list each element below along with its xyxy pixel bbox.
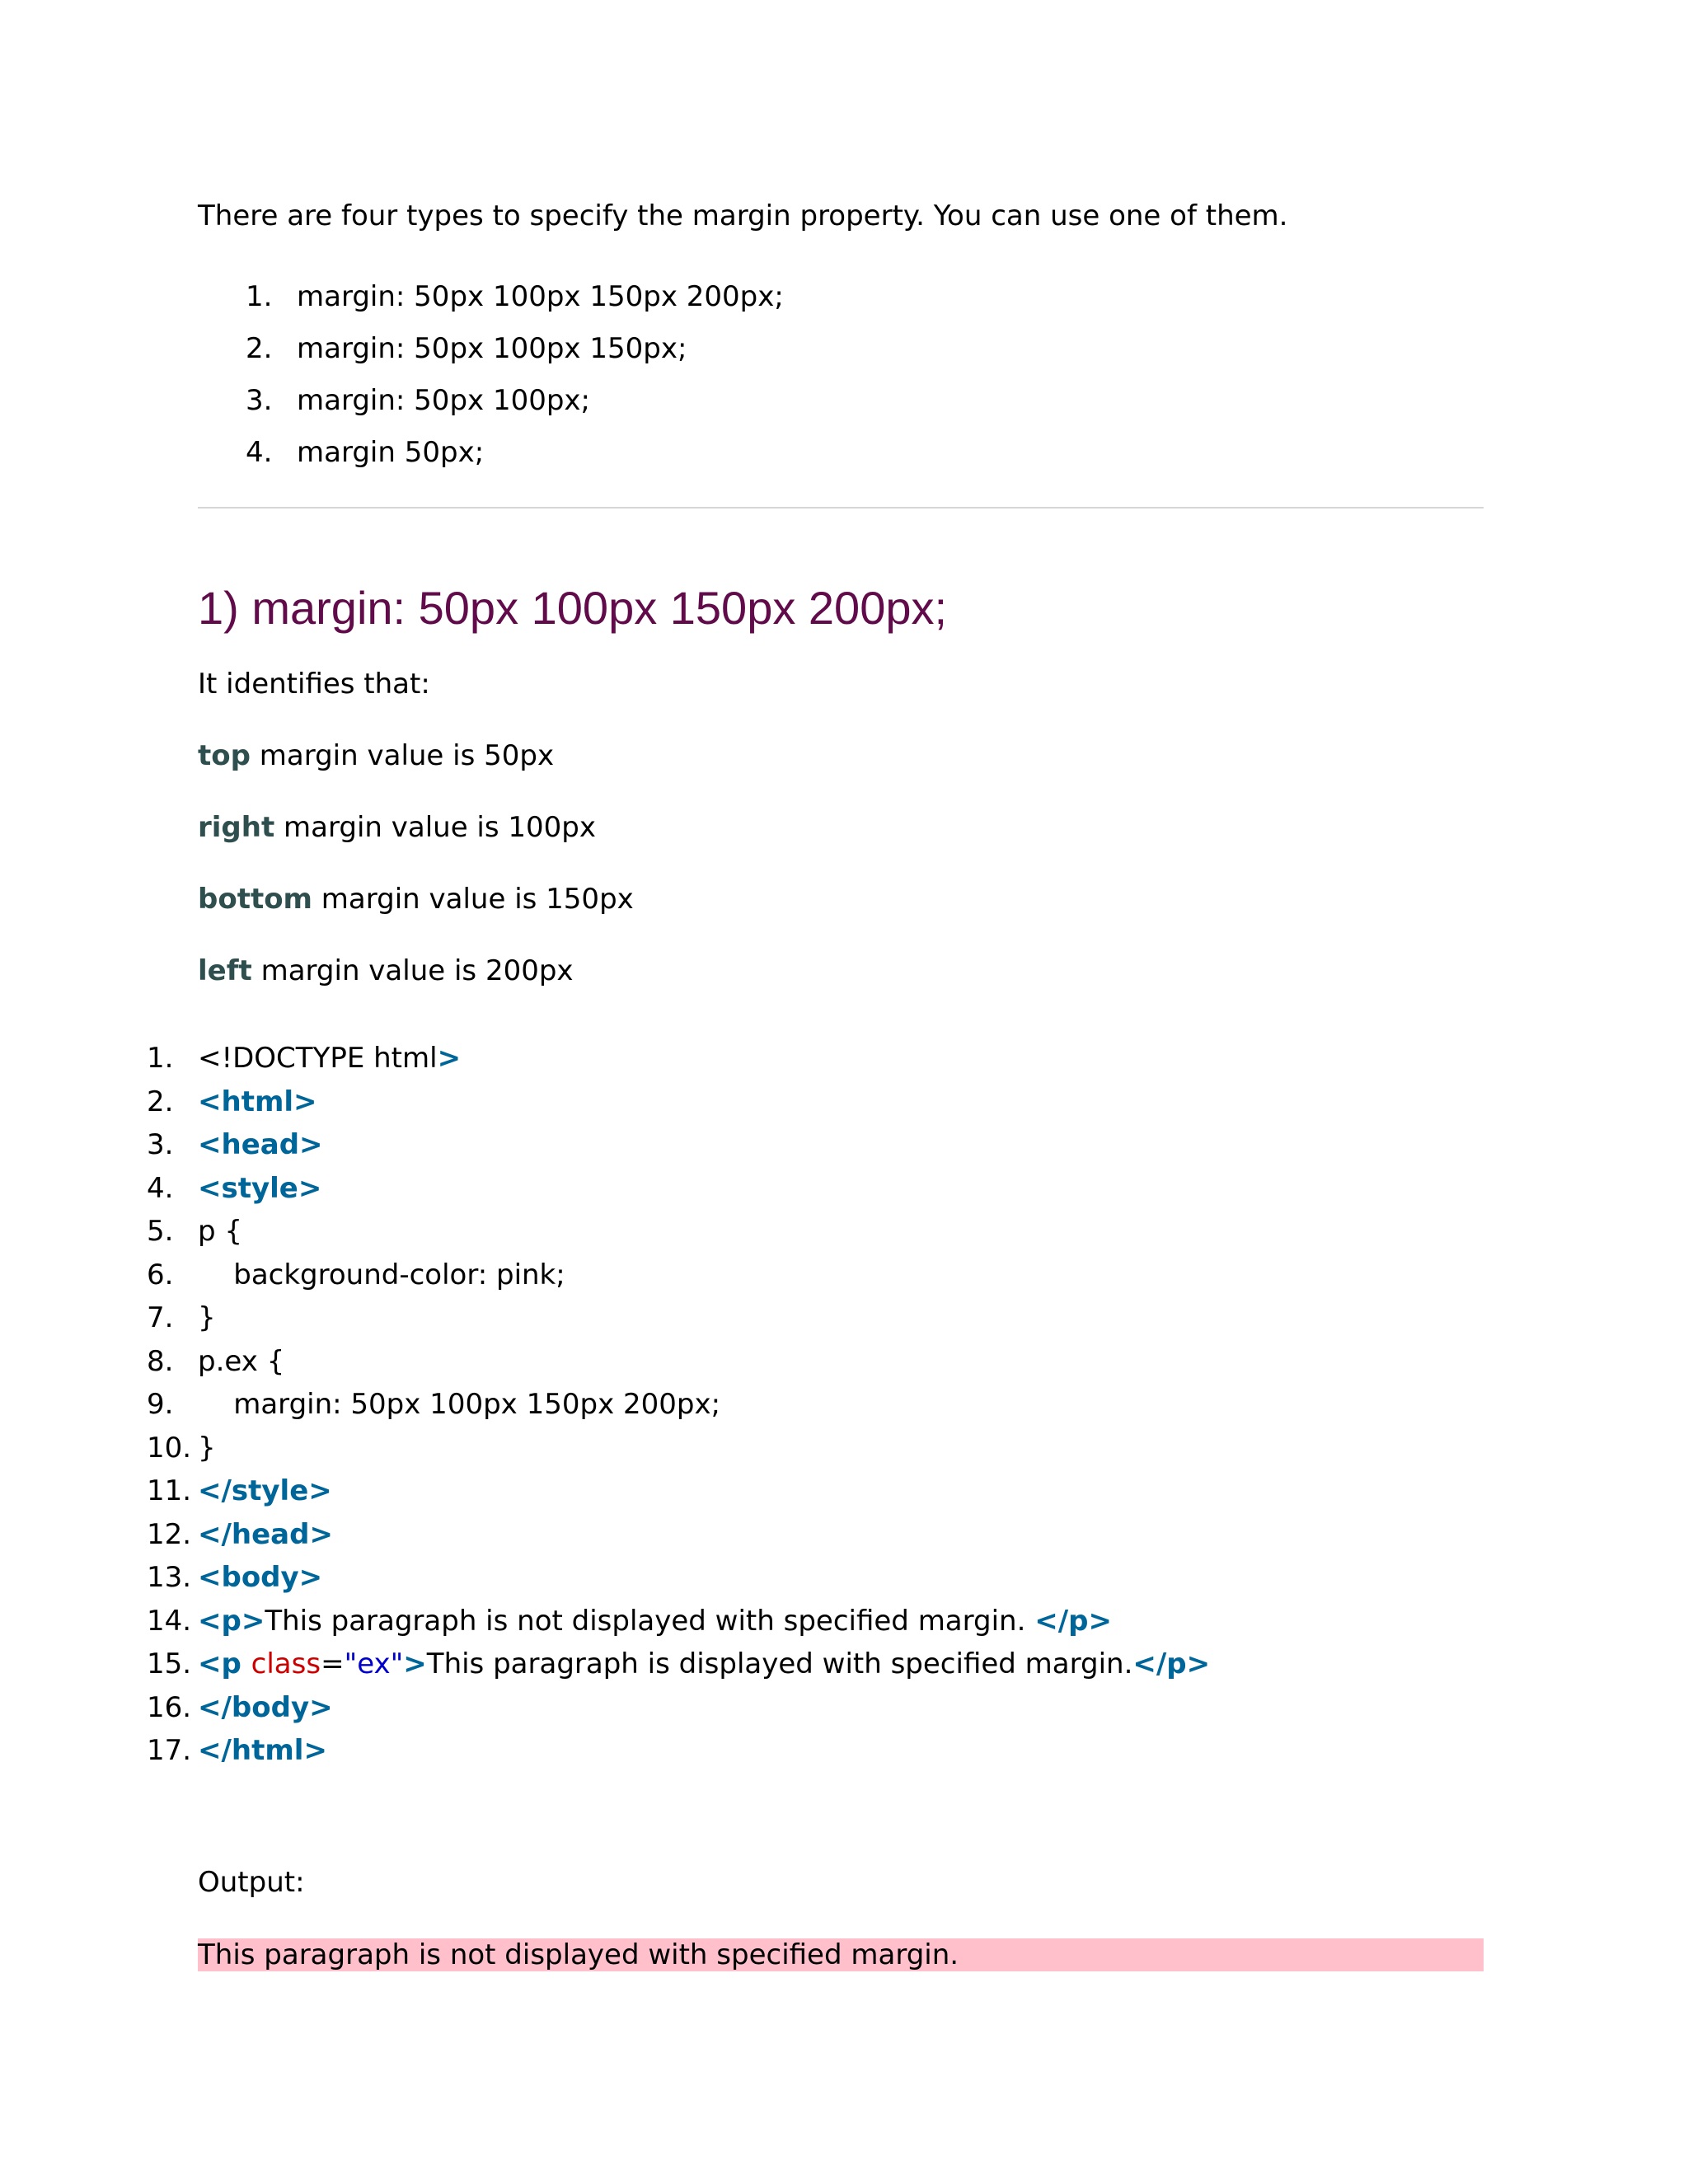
code-line: 13. <body>	[147, 1561, 323, 1594]
code-line: 16. </body>	[147, 1690, 333, 1724]
code-line: 4. <style>	[147, 1171, 322, 1205]
code-line: 12. </head>	[147, 1517, 333, 1551]
code-listing	[147, 1038, 1210, 1774]
code-line: 2. <html>	[147, 1085, 317, 1118]
section-heading: 1) margin: 50px 100px 150px 200px;	[198, 582, 948, 634]
list-item: 1. margin: 50px 100px 150px 200px;	[246, 280, 784, 313]
margin-types-list	[198, 277, 784, 485]
code-line: 5. p {	[147, 1215, 243, 1248]
code-line: 6. background-color: pink;	[147, 1258, 565, 1291]
code-line: 7. }	[147, 1301, 216, 1334]
code-line: 9. margin: 50px 100px 150px 200px;	[147, 1388, 721, 1421]
code-line: 11. </style>	[147, 1474, 332, 1507]
top-margin-text: top margin value is 50px	[198, 739, 555, 772]
code-line: 17. </html>	[147, 1734, 327, 1767]
right-margin-text: right margin value is 100px	[198, 811, 596, 844]
list-item: 4. margin 50px;	[246, 436, 485, 469]
identifies-text: It identifies that:	[198, 668, 430, 701]
horizontal-divider	[198, 507, 1484, 509]
bottom-margin-text: bottom margin value is 150px	[198, 883, 634, 916]
left-margin-text: left margin value is 200px	[198, 954, 574, 987]
intro-text: There are four types to specify the margin property. You can use one of them.	[198, 199, 1288, 232]
list-item: 2. margin: 50px 100px 150px;	[246, 332, 687, 365]
list-item: 3. margin: 50px 100px;	[246, 384, 591, 417]
output-paragraph: This paragraph is not displayed with specified margin.	[198, 1938, 1484, 1971]
code-line: 3. <head>	[147, 1128, 323, 1161]
code-line: 15. <p class="ex">This paragraph is displayed with specified margin.</p>	[147, 1647, 1211, 1680]
code-line: 14. <p>This paragraph is not displayed with specified margin. </p>	[147, 1604, 1112, 1638]
code-line: 1. <!DOCTYPE html>	[147, 1042, 462, 1075]
code-line: 10. }	[147, 1431, 216, 1465]
code-line: 8. p.ex {	[147, 1344, 285, 1378]
output-label: Output:	[198, 1866, 305, 1899]
